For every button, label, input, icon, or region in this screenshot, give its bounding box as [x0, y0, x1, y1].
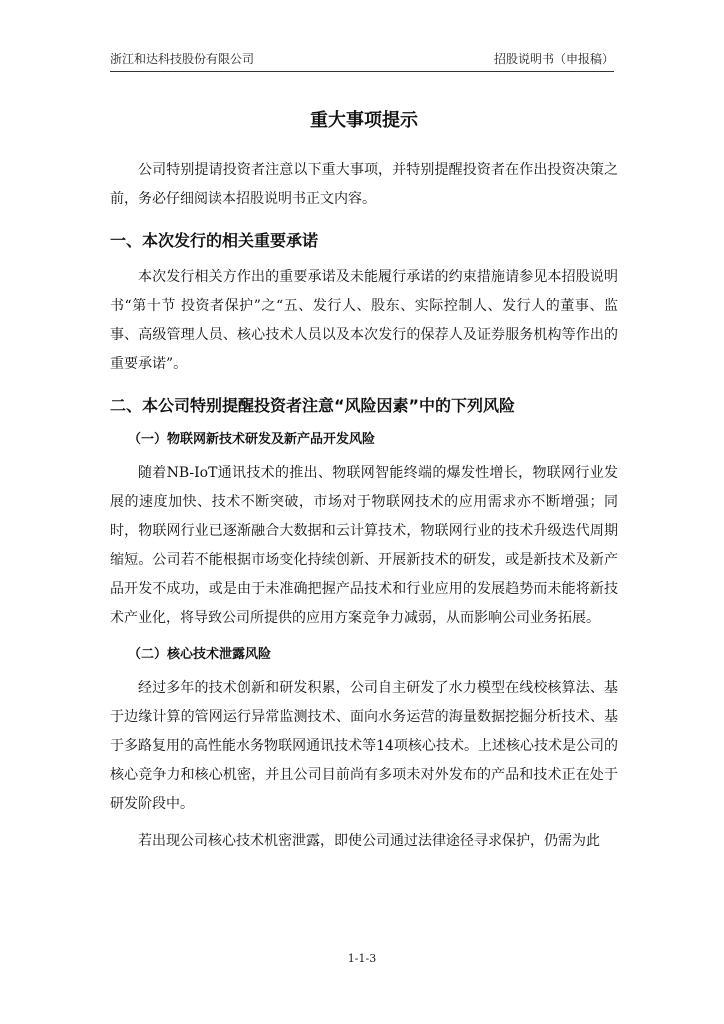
- subsection-2-paragraph-1: 经过多年的技术创新和研发积累，公司自主研发了水力模型在线校核算法、基于边缘计算的管网运行异常监测技术、面向水务运营的海量数据挖掘分析技术、基于多路复用的高性能水务物联网通讯技术等14项核心技术。上述核心技术是公司的核心竞争力和核心机密，并且公司目前尚有多项未对外发布的产品和技术正在处于研发阶段中。: [110, 680, 618, 812]
- document-body: [110, 100, 618, 856]
- header-doc-type: 招股说明书（申报稿）: [493, 52, 614, 66]
- section-1-paragraph: 本次发行相关方作出的重要承诺及未能履行承诺的约束措施请参见本招股说明书“第十节 投资者保护”之“五、发行人、股东、实际控制人、发行人的董事、监事、高级管理人员、核心技术人员以及本次发行的保荐人及证券服务机构等作出的重要承诺”。: [110, 269, 618, 372]
- subsection-2-paragraph-2: 若出现公司核心技术机密泄露，即使公司通过法律途径寻求保护，仍需为此: [138, 833, 600, 849]
- page-title: 重大事项提示: [310, 110, 418, 131]
- header-divider: [110, 71, 614, 72]
- section-1-heading: 一、本次发行的相关重要承诺: [110, 231, 319, 250]
- subsection-2-heading: （二）核心技术泄露风险: [128, 647, 272, 662]
- subsection-1-heading: （一）物联网新技术研发及新产品开发风险: [128, 432, 376, 447]
- intro-paragraph: 公司特别提请投资者注意以下重大事项，并特别提醒投资者在作出投资决策之前，务必仔细阅读本招股说明书正文内容。: [110, 162, 618, 207]
- subsection-1-paragraph: 随着NB-IoT通讯技术的推出、物联网智能终端的爆发性增长，物联网行业发展的速度加快、技术不断突破，市场对于物联网技术的应用需求亦不断增强；同时，物联网行业已逐渐融合大数据和云计算技术，物联网行业的技术升级迭代周期缩短。公司若不能根据市场变化持续创新、开展新技术的研发，或是新技术及新产品开发不成功，或是由于未准确把握产品技术和行业应用的发展趋势而未能将新技术产业化，将导致公司所提供的应用方案竞争力减弱，从而影响公司业务拓展。: [110, 465, 618, 626]
- section-2-heading: 二、本公司特别提醒投资者注意“风险因素”中的下列风险: [110, 396, 516, 415]
- page-header: [110, 50, 614, 72]
- page-number: 1-1-3: [347, 952, 377, 965]
- header-company: 浙江和达科技股份有限公司: [110, 52, 255, 66]
